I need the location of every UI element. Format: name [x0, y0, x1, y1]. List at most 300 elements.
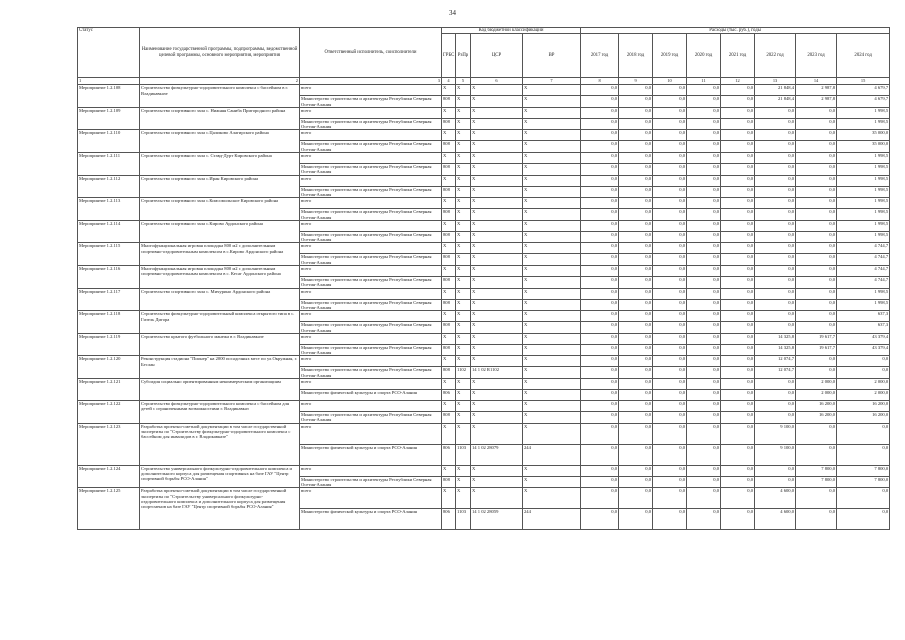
expense-value: 0,0: [796, 220, 837, 231]
expense-value: 7 800,0: [837, 465, 890, 476]
executor-cell: всего: [300, 85, 442, 96]
rzpr-cell: X: [456, 465, 471, 476]
grbs-cell: X: [442, 356, 456, 367]
activity-name: Строительство спортивного зала с.Иран Кировского района: [140, 175, 300, 198]
csr-cell: X: [471, 288, 523, 299]
column-number: 9: [619, 78, 653, 85]
expense-value: 0,0: [755, 153, 796, 164]
activity-name: Строительство физкультурно-оздоровительного комплекса с бассейном в г. Владикавказе: [140, 85, 300, 108]
expense-value: 0,0: [581, 277, 619, 289]
table-row: [78, 423, 890, 444]
expense-value: 0,0: [653, 423, 687, 444]
csr-cell: X: [471, 198, 523, 209]
rzpr-cell: X: [456, 231, 471, 243]
executor-cell: Министерство строительства и архитектуры Республики Северная Осетия-Алания: [300, 141, 442, 153]
csr-cell: X: [471, 220, 523, 231]
column-number: 4: [442, 78, 456, 85]
expense-value: 0,0: [687, 85, 721, 96]
expense-value: 0,0: [755, 401, 796, 412]
activity-status: Мероприятие 1.2.117: [78, 288, 140, 311]
rzpr-cell: X: [456, 423, 471, 444]
expense-value: 0,0: [581, 299, 619, 311]
expense-value: 0,0: [687, 322, 721, 334]
expense-value: 0,0: [796, 107, 837, 118]
expense-value: 1 998,5: [837, 118, 890, 130]
grbs-cell: X: [442, 243, 456, 254]
header-rzpr: РзПр: [456, 34, 471, 78]
vr-cell: X: [523, 333, 581, 344]
grbs-cell: X: [442, 85, 456, 96]
expense-value: 0,0: [653, 444, 687, 465]
expense-value: 0,0: [619, 198, 653, 209]
expense-value: 0,0: [796, 299, 837, 311]
expense-value: 0,0: [687, 379, 721, 390]
executor-cell: всего: [300, 220, 442, 231]
csr-cell: X: [471, 164, 523, 176]
csr-cell: X: [471, 311, 523, 322]
expense-value: 0,0: [581, 243, 619, 254]
expense-value: 0,0: [755, 390, 796, 401]
expense-value: 0,0: [721, 118, 755, 130]
csr-cell: X: [471, 254, 523, 266]
activity-status: Мероприятие 1.2.118: [78, 311, 140, 334]
expense-value: 0,0: [581, 401, 619, 412]
activity-name: Строительство спортивного зала с.Цаликово Алагирского района: [140, 130, 300, 153]
expense-value: 0,0: [755, 118, 796, 130]
expense-value: 0,0: [755, 476, 796, 488]
expense-value: 0,0: [687, 266, 721, 277]
rzpr-cell: X: [456, 141, 471, 153]
table-row: [78, 130, 890, 141]
expense-value: 0,0: [653, 107, 687, 118]
rzpr-cell: X: [456, 254, 471, 266]
csr-cell: X: [471, 356, 523, 367]
expense-value: 0,0: [796, 277, 837, 289]
expense-value: 0,0: [687, 254, 721, 266]
expense-value: 0,0: [581, 96, 619, 108]
expense-value: 1 998,5: [837, 186, 890, 198]
expense-value: 0,0: [721, 465, 755, 476]
expense-value: 16 200,0: [837, 401, 890, 412]
table-row: [78, 266, 890, 277]
expense-value: 0,0: [619, 175, 653, 186]
activity-status: Мероприятие 1.2.119: [78, 333, 140, 356]
expense-value: 4 600,0: [755, 509, 796, 530]
executor-cell: всего: [300, 198, 442, 209]
expense-value: 0,0: [581, 141, 619, 153]
activity-name: Строительство спортивного зала с.Кирово Ардонского района: [140, 220, 300, 243]
rzpr-cell: X: [456, 153, 471, 164]
expense-value: 0,0: [796, 175, 837, 186]
expense-value: 0,0: [653, 220, 687, 231]
expense-value: 0,0: [796, 322, 837, 334]
expense-value: 0,0: [653, 96, 687, 108]
csr-cell: X: [471, 476, 523, 488]
expense-value: 0,0: [581, 379, 619, 390]
expense-value: 1 998,5: [837, 209, 890, 221]
expense-value: 0,0: [581, 476, 619, 488]
grbs-cell: 808: [442, 118, 456, 130]
expense-value: 0,0: [581, 266, 619, 277]
activity-name: Многофункциональная игровая площадка 800 м2 с дополнительным спортивно-оздоровительным комплексом в с. Кесаг Ардонского района: [140, 266, 300, 289]
expense-value: 4 744,7: [837, 254, 890, 266]
grbs-cell: 808: [442, 141, 456, 153]
expense-value: 0,0: [755, 243, 796, 254]
activity-status: Мероприятие 1.2.121: [78, 379, 140, 401]
executor-cell: Министерство строительства и архитектуры Республики Северная Осетия-Алания: [300, 299, 442, 311]
expense-value: 0,0: [755, 254, 796, 266]
expense-value: 0,0: [721, 254, 755, 266]
expense-value: 0,0: [721, 299, 755, 311]
expense-value: 0,0: [581, 175, 619, 186]
activity-status: Мероприятие 1.2.122: [78, 401, 140, 424]
expense-value: 0,0: [721, 153, 755, 164]
expense-value: 0,0: [796, 164, 837, 176]
expense-value: 0,0: [653, 412, 687, 424]
csr-cell: X: [471, 118, 523, 130]
executor-cell: Министерство строительства и архитектуры Республики Северная Осетия-Алания: [300, 96, 442, 108]
vr-cell: X: [523, 488, 581, 509]
column-number: 15: [837, 78, 890, 85]
expense-value: 0,0: [721, 130, 755, 141]
expense-value: 0,0: [581, 186, 619, 198]
vr-cell: X: [523, 209, 581, 221]
expense-value: 0,0: [619, 288, 653, 299]
expense-value: 0,0: [581, 311, 619, 322]
activity-name: Субсидия социально ориентированным некоммерческим организациям: [140, 379, 300, 401]
expense-value: 0,0: [653, 344, 687, 356]
vr-cell: X: [523, 254, 581, 266]
expense-value: 0,0: [837, 367, 890, 379]
expense-value: 0,0: [653, 254, 687, 266]
rzpr-cell: X: [456, 476, 471, 488]
expense-value: 0,0: [653, 209, 687, 221]
vr-cell: X: [523, 423, 581, 444]
expense-value: 0,0: [581, 465, 619, 476]
csr-cell: X: [471, 107, 523, 118]
activity-name: Строительство спортивного зала с. Мичурино Ардонского района: [140, 288, 300, 311]
rzpr-cell: X: [456, 333, 471, 344]
expense-value: 0,0: [755, 231, 796, 243]
table-row: [78, 175, 890, 186]
expense-value: 0,0: [619, 356, 653, 367]
activity-name: Разработка проектно-сметной документации в том числе государственной экспертизы по "Строительству физкультурно-оздоровительного комплекса с бассейном для инвалидов в г. Владикавказе": [140, 423, 300, 465]
vr-cell: X: [523, 476, 581, 488]
expense-value: 0,0: [619, 509, 653, 530]
expense-value: 0,0: [653, 390, 687, 401]
expense-value: 637,3: [837, 311, 890, 322]
expense-value: 0,0: [755, 465, 796, 476]
expense-value: 4 679,7: [837, 85, 890, 96]
page-number: 34: [449, 9, 456, 17]
expense-value: 0,0: [687, 311, 721, 322]
expense-value: 0,0: [619, 444, 653, 465]
rzpr-cell: X: [456, 412, 471, 424]
grbs-cell: X: [442, 175, 456, 186]
vr-cell: X: [523, 198, 581, 209]
csr-cell: X: [471, 96, 523, 108]
expense-value: 0,0: [796, 153, 837, 164]
table-row: [78, 333, 890, 344]
executor-cell: Министерство строительства и архитектуры Республики Северная Осетия-Алания: [300, 186, 442, 198]
rzpr-cell: 1102: [456, 367, 471, 379]
expense-value: 0,0: [581, 333, 619, 344]
expense-value: 0,0: [687, 390, 721, 401]
rzpr-cell: X: [456, 488, 471, 509]
expense-value: 0,0: [755, 266, 796, 277]
expense-value: 43 379,4: [837, 344, 890, 356]
expense-value: 0,0: [687, 107, 721, 118]
table-row: [78, 379, 890, 390]
expense-value: 19 617,7: [796, 333, 837, 344]
expense-value: 0,0: [619, 186, 653, 198]
expense-value: 0,0: [721, 85, 755, 96]
expense-value: 0,0: [687, 423, 721, 444]
header-status: Статус: [78, 28, 140, 78]
executor-cell: всего: [300, 153, 442, 164]
table-row: [78, 465, 890, 476]
rzpr-cell: X: [456, 390, 471, 401]
column-number: 2: [140, 78, 300, 85]
expense-value: 0,0: [581, 367, 619, 379]
column-number: 11: [687, 78, 721, 85]
grbs-cell: 808: [442, 367, 456, 379]
expense-value: 0,0: [721, 141, 755, 153]
expense-value: 0,0: [755, 412, 796, 424]
expense-value: 0,0: [755, 209, 796, 221]
expense-value: 0,0: [721, 107, 755, 118]
vr-cell: X: [523, 356, 581, 367]
executor-cell: Министерство строительства и архитектуры Республики Северная Осетия-Алания: [300, 254, 442, 266]
grbs-cell: 808: [442, 96, 456, 108]
expense-value: 637,3: [837, 322, 890, 334]
grbs-cell: 808: [442, 164, 456, 176]
table-row: [78, 220, 890, 231]
grbs-cell: X: [442, 107, 456, 118]
column-number: 8: [581, 78, 619, 85]
expense-value: 7 800,0: [796, 465, 837, 476]
csr-cell: 14 1 02 R1102: [471, 367, 523, 379]
expense-value: 0,0: [687, 198, 721, 209]
csr-cell: X: [471, 390, 523, 401]
csr-cell: X: [471, 153, 523, 164]
expense-value: 0,0: [687, 509, 721, 530]
rzpr-cell: X: [456, 243, 471, 254]
expense-value: 0,0: [687, 333, 721, 344]
expense-value: 0,0: [796, 488, 837, 509]
expense-value: 0,0: [653, 118, 687, 130]
expense-value: 0,0: [755, 175, 796, 186]
grbs-cell: X: [442, 288, 456, 299]
expense-value: 0,0: [653, 465, 687, 476]
expense-value: 1 998,5: [837, 198, 890, 209]
grbs-cell: X: [442, 266, 456, 277]
expense-value: 0,0: [755, 198, 796, 209]
rzpr-cell: X: [456, 198, 471, 209]
expense-value: 0,0: [581, 153, 619, 164]
expense-value: 0,0: [581, 85, 619, 96]
expense-value: 0,0: [653, 311, 687, 322]
expense-value: 1 998,5: [837, 220, 890, 231]
grbs-cell: X: [442, 311, 456, 322]
expense-value: 0,0: [653, 175, 687, 186]
executor-cell: всего: [300, 311, 442, 322]
vr-cell: X: [523, 367, 581, 379]
expense-value: 0,0: [619, 311, 653, 322]
activity-status: Мероприятие 1.2.110: [78, 130, 140, 153]
expense-value: 1 998,5: [837, 299, 890, 311]
expense-value: 0,0: [653, 277, 687, 289]
expense-value: 0,0: [687, 243, 721, 254]
vr-cell: X: [523, 379, 581, 390]
expense-value: 0,0: [619, 266, 653, 277]
expense-value: 0,0: [721, 344, 755, 356]
expense-value: 0,0: [721, 367, 755, 379]
column-number: 6: [471, 78, 523, 85]
expense-value: 0,0: [755, 379, 796, 390]
table-row: [78, 85, 890, 96]
vr-cell: X: [523, 118, 581, 130]
executor-cell: всего: [300, 401, 442, 412]
activity-status: Мероприятие 1.2.115: [78, 243, 140, 266]
rzpr-cell: X: [456, 118, 471, 130]
expense-value: 14 325,8: [755, 344, 796, 356]
activity-name: Многофункциональная игровая площадка 800 м2 с дополнительным спортивно-оздоровительным комплексом в с.Кирово Ардонского района: [140, 243, 300, 266]
expense-value: 9 100,0: [755, 423, 796, 444]
expense-value: 0,0: [619, 153, 653, 164]
table-row: [78, 288, 890, 299]
expense-value: 0,0: [687, 401, 721, 412]
vr-cell: X: [523, 85, 581, 96]
expense-value: 0,0: [581, 322, 619, 334]
expense-value: 0,0: [653, 130, 687, 141]
expense-value: 9 100,0: [755, 444, 796, 465]
expense-value: 1 998,5: [837, 153, 890, 164]
expense-value: 19 617,7: [796, 344, 837, 356]
grbs-cell: X: [442, 379, 456, 390]
activity-status: Мероприятие 1.2.109: [78, 107, 140, 130]
expense-value: 0,0: [581, 488, 619, 509]
expense-value: 0,0: [653, 186, 687, 198]
expense-value: 0,0: [721, 266, 755, 277]
activity-status: Мероприятие 1.2.124: [78, 465, 140, 488]
csr-cell: X: [471, 175, 523, 186]
vr-cell: X: [523, 220, 581, 231]
table-row: [78, 243, 890, 254]
rzpr-cell: X: [456, 96, 471, 108]
expense-value: 0,0: [653, 266, 687, 277]
expense-value: 0,0: [796, 356, 837, 367]
rzpr-cell: X: [456, 344, 471, 356]
vr-cell: X: [523, 277, 581, 289]
grbs-cell: X: [442, 333, 456, 344]
expense-value: 12 074,7: [755, 356, 796, 367]
grbs-cell: 808: [442, 412, 456, 424]
csr-cell: X: [471, 85, 523, 96]
expense-value: 0,0: [687, 164, 721, 176]
rzpr-cell: X: [456, 107, 471, 118]
grbs-cell: 808: [442, 209, 456, 221]
table-row: [78, 401, 890, 412]
vr-cell: X: [523, 186, 581, 198]
expense-value: 0,0: [837, 488, 890, 509]
expense-value: 0,0: [721, 509, 755, 530]
expense-value: 0,0: [837, 444, 890, 465]
csr-cell: X: [471, 130, 523, 141]
expense-value: 0,0: [796, 118, 837, 130]
vr-cell: X: [523, 141, 581, 153]
csr-cell: X: [471, 423, 523, 444]
expense-value: 0,0: [619, 367, 653, 379]
expense-value: 0,0: [721, 333, 755, 344]
expense-value: 0,0: [687, 412, 721, 424]
expense-value: 0,0: [721, 96, 755, 108]
vr-cell: X: [523, 288, 581, 299]
expense-value: 0,0: [687, 141, 721, 153]
column-number: 14: [796, 78, 837, 85]
table-row: [78, 153, 890, 164]
expense-value: 43 379,4: [837, 333, 890, 344]
executor-cell: всего: [300, 266, 442, 277]
expense-value: 0,0: [619, 322, 653, 334]
expense-value: 0,0: [687, 476, 721, 488]
executor-cell: всего: [300, 288, 442, 299]
activity-status: Мероприятие 1.2.112: [78, 175, 140, 198]
executor-cell: Министерство строительства и архитектуры Республики Северная Осетия-Алания: [300, 412, 442, 424]
expense-value: 0,0: [721, 220, 755, 231]
expense-value: 7 800,0: [837, 476, 890, 488]
executor-cell: Министерство строительства и архитектуры Республики Северная Осетия-Алания: [300, 344, 442, 356]
table-row: [78, 356, 890, 367]
vr-cell: 244: [523, 509, 581, 530]
grbs-cell: 808: [442, 231, 456, 243]
vr-cell: X: [523, 266, 581, 277]
expense-value: 0,0: [619, 107, 653, 118]
expense-value: 0,0: [837, 509, 890, 530]
expense-value: 4 744,7: [837, 277, 890, 289]
activity-status: Мероприятие 1.2.111: [78, 153, 140, 176]
expense-value: 0,0: [687, 220, 721, 231]
vr-cell: X: [523, 344, 581, 356]
expense-value: 0,0: [581, 231, 619, 243]
expense-value: 0,0: [619, 476, 653, 488]
vr-cell: X: [523, 311, 581, 322]
budget-table: [77, 27, 890, 530]
expense-value: 0,0: [755, 288, 796, 299]
expense-value: 0,0: [619, 423, 653, 444]
expense-value: 0,0: [653, 509, 687, 530]
vr-cell: X: [523, 153, 581, 164]
table-row: [78, 198, 890, 209]
expense-value: 0,0: [581, 444, 619, 465]
executor-cell: Министерство строительства и архитектуры Республики Северная Осетия-Алания: [300, 277, 442, 289]
expense-value: 14 325,8: [755, 333, 796, 344]
expense-value: 4 679,7: [837, 96, 890, 108]
vr-cell: X: [523, 107, 581, 118]
executor-cell: всего: [300, 175, 442, 186]
expense-value: 0,0: [721, 209, 755, 221]
executor-cell: Министерство строительства и архитектуры Республики Северная Осетия-Алания: [300, 322, 442, 334]
expense-value: 0,0: [721, 288, 755, 299]
expense-value: 0,0: [721, 390, 755, 401]
expense-value: 0,0: [755, 186, 796, 198]
executor-cell: Министерство физической культуры и спорта РСО-Алания: [300, 444, 442, 465]
grbs-cell: 808: [442, 322, 456, 334]
expense-value: 0,0: [653, 198, 687, 209]
csr-cell: X: [471, 186, 523, 198]
executor-cell: всего: [300, 130, 442, 141]
expense-value: 0,0: [653, 153, 687, 164]
